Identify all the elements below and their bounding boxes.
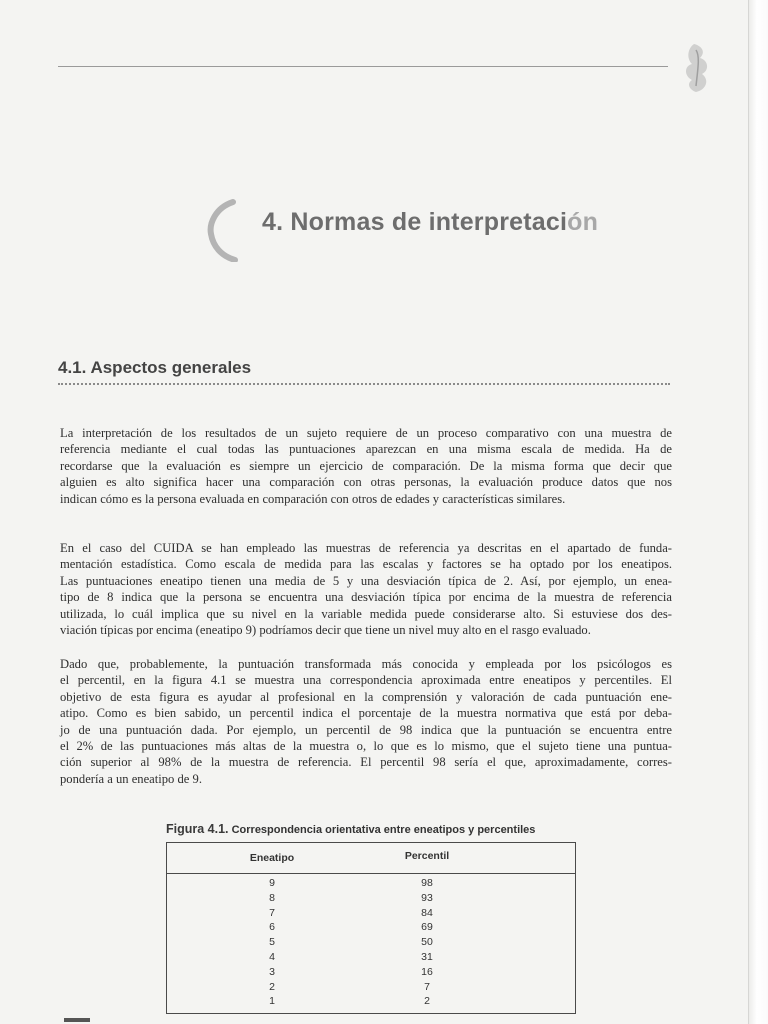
cell-eneatipo: 1: [269, 995, 275, 1008]
table-row: [167, 936, 575, 951]
page-right-edge: [748, 0, 768, 1024]
cell-percentil: 98: [421, 877, 433, 889]
chapter-title: [262, 208, 598, 237]
table-row: [167, 966, 575, 981]
chapter-bracket-icon: [205, 198, 245, 262]
paragraph-line: referencia mediante el cual todas las puntuaciones aparezcan en una misma escala de medida. Ha de: [60, 442, 672, 457]
paragraph-line: utilizada, lo cuál implica que su nivel en la variable medida puede considerarse alto. Si estuviese dos des-: [60, 606, 672, 621]
table-body: [167, 877, 575, 1010]
cell-eneatipo: 5: [269, 936, 275, 949]
paragraph-line: En el caso del CUIDA se han empleado las muestras de referencia ya descritas en el apartado de funda-: [60, 541, 672, 555]
paragraph-line: alguien es alto significa hacer una comparación con otras personas, la evaluación produce datos que nos: [60, 475, 672, 490]
paragraph-line: el percentil, en la figura 4.1 se muestra una correspondencia aproximada entre eneatipos y percentiles. El: [60, 673, 672, 688]
cell-eneatipo: 9: [269, 877, 275, 889]
column-header-eneatipo: Eneatipo: [249, 852, 295, 864]
section-rule: [58, 383, 670, 385]
cell-percentil: 16: [421, 965, 433, 978]
table-row: [167, 892, 575, 907]
cell-eneatipo: 8: [269, 891, 275, 904]
chapter-title-faded: ón: [567, 208, 599, 236]
paragraph-1: [60, 425, 672, 507]
paragraph-2: [60, 540, 672, 638]
paragraph-line: recordarse que la evaluación es siempre un ejercicio de comparación. De la misma forma que decir que: [60, 458, 672, 473]
paragraph-line: Dado que, probablemente, la puntuación transformada más conocida y empleada por los psicólogos es: [60, 657, 672, 671]
table-header: [167, 843, 575, 874]
table-row: [167, 907, 575, 922]
table-row: [167, 951, 575, 966]
figure-caption: [166, 822, 535, 836]
cell-eneatipo: 2: [269, 980, 275, 993]
cell-eneatipo: 4: [269, 950, 275, 963]
paragraph-line: indican cómo es la persona evaluada en comparación con otros de edades y características similares.: [60, 491, 566, 506]
paragraph-line: pondería a un eneatipo de 9.: [60, 771, 202, 786]
cell-percentil: 50: [421, 936, 433, 949]
cell-eneatipo: 3: [269, 965, 275, 978]
cell-percentil: 69: [421, 921, 433, 934]
figure-label: Figura 4.1.: [166, 822, 229, 836]
cell-percentil: 2: [424, 995, 430, 1008]
paragraph-line: viación típicas por encima (eneatipo 9) podríamos decir que tiene un nivel muy alto en el rasgo evaluado.: [60, 623, 591, 638]
page-bottom-mark: [64, 1018, 90, 1022]
cell-eneatipo: 6: [269, 921, 275, 934]
paragraph-line: ción superior al 98% de la muestra de referencia. El percentil 98 sería el que, aproximadamente, corres-: [60, 755, 672, 770]
table-row: [167, 877, 575, 892]
column-header-percentil: Percentil: [404, 850, 450, 862]
paragraph-line: objetivo de esta figura es ayudar al profesional en la comprensión y valoración de cada puntuación ene-: [60, 689, 672, 704]
cell-percentil: 93: [421, 891, 433, 904]
section-heading: 4.1. Aspectos generales: [58, 358, 252, 377]
table-row: [167, 921, 575, 936]
figure-caption-text: Correspondencia orientativa entre eneatipos y percentiles: [231, 824, 536, 836]
chapter-number: 4.: [262, 208, 284, 236]
table-row: [167, 995, 575, 1010]
cell-percentil: 84: [421, 906, 433, 919]
paragraph-line: La interpretación de los resultados de un sujeto requiere de un proceso comparativo con una muestra de: [60, 426, 672, 440]
paragraph-line: mentación estadística. Como escala de medida para las escalas y factores se ha optado por los eneatipos.: [60, 557, 672, 572]
paragraph-line: jo de una puntuación dada. Por ejemplo, un percentil de 98 indica que la puntuación se encuentra entre: [60, 722, 672, 737]
paragraph-line: tipo de 8 indica que la persona se encuentra una desviación típica por encima de la muestra de referencia: [60, 590, 672, 605]
table-row: [167, 981, 575, 996]
cell-percentil: 7: [424, 980, 430, 993]
header-rule: [58, 66, 668, 67]
page-corner-mark: [676, 40, 716, 96]
paragraph-line: Las puntuaciones eneatipo tienen una media de 5 y una desviación típica de 2. Así, por ejemplo, un enea-: [60, 573, 672, 588]
paragraph-line: el 2% de las puntuaciones más altas de la muestra o, lo que es lo mismo, que el sujeto tiene una puntua-: [60, 739, 672, 754]
paragraph-line: atipo. Como es bien sabido, un percentil indica el porcentaje de la muestra normativa que está por deba-: [60, 706, 672, 721]
percentile-table: [166, 842, 576, 1014]
paragraph-3: [60, 656, 672, 787]
chapter-title-text: Normas de interpretaci: [290, 208, 568, 236]
cell-percentil: 31: [421, 950, 433, 963]
cell-eneatipo: 7: [269, 906, 275, 919]
